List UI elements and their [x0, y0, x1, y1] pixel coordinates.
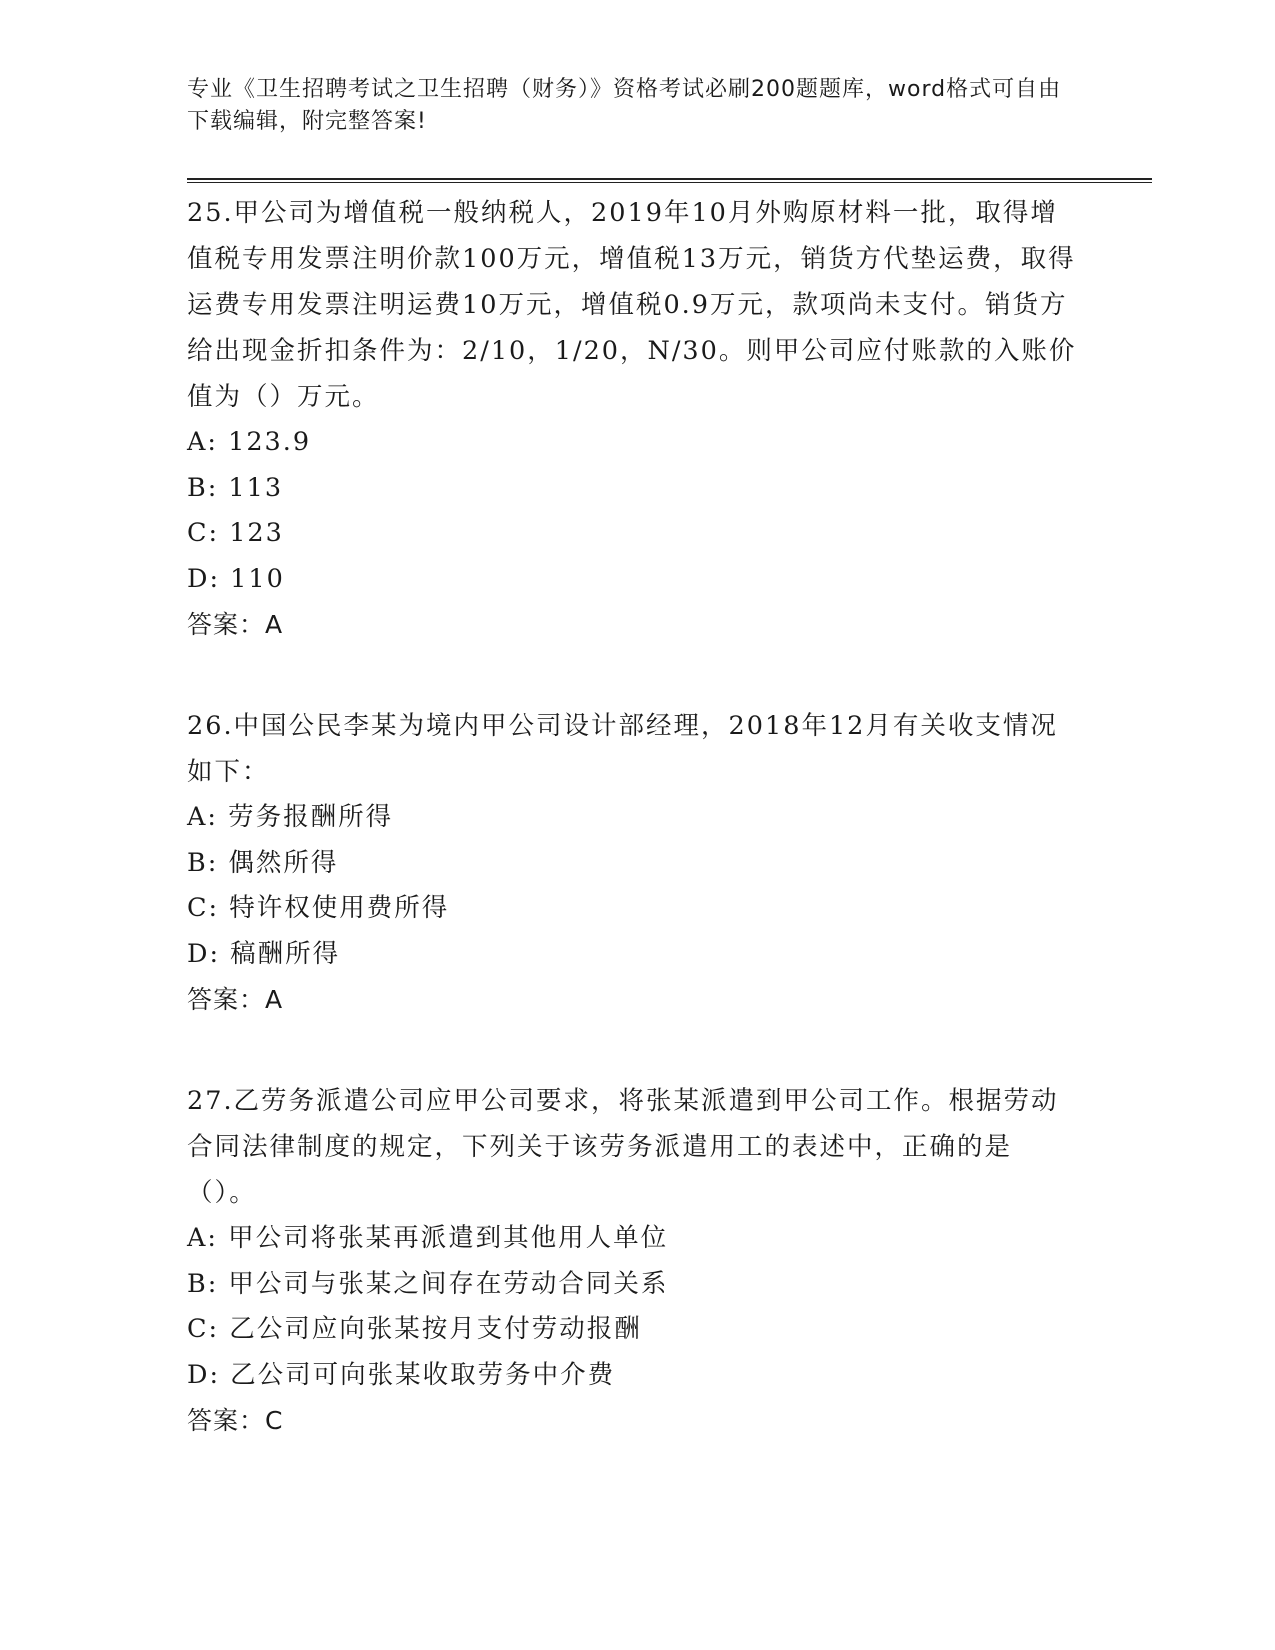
question-list [187, 190, 1077, 1499]
option-b: B: 甲公司与张某之间存在劳动合同关系 [187, 1268, 669, 1299]
option-c: C: 乙公司应向张某按月支付劳动报酬 [187, 1314, 642, 1344]
option-d: D: 稿酬所得 [187, 938, 341, 969]
question-stem: 25.甲公司为增值税一般纳税人，2019年10月外购原材料一批，取得增值税专用发票注明价款100万元，增值税13万元，销货方代垫运费，取得运费专用发票注明运费10万元，增值税0.9万元，款项尚未支付。销货方给出现金折扣条件为：2/10，1/20，N/30。则甲公司应付账款的入账价值为（）万元。 [187, 198, 1077, 412]
answer-label: 答案：A [187, 985, 284, 1014]
document-header: 专业《卫生招聘考试之卫生招聘（财务）》资格考试必刷200题题库，word格式可自由下载编辑，附完整答案! [187, 77, 1062, 134]
answer-label: 答案：C [187, 1406, 284, 1435]
option-a: A: 甲公司将张某再派遣到其他用人单位 [187, 1223, 669, 1253]
answer-label: 答案：A [187, 610, 284, 639]
option-c: C: 特许权使用费所得 [187, 893, 450, 923]
option-b: B: 偶然所得 [187, 847, 339, 878]
option-d: D: 乙公司可向张某收取劳务中介费 [187, 1359, 616, 1390]
option-b: B: 113 [187, 472, 284, 503]
option-a: A: 123.9 [187, 427, 312, 457]
question-25 [187, 190, 1077, 648]
question-26 [187, 703, 1077, 1023]
option-c: C: 123 [187, 518, 284, 548]
option-a: A: 劳务报酬所得 [187, 802, 394, 832]
question-stem: 27.乙劳务派遣公司应甲公司要求，将张某派遣到甲公司工作。根据劳动合同法律制度的规定，下列关于该劳务派遣用工的表述中，正确的是（）。 [187, 1086, 1059, 1208]
header-divider [187, 178, 1152, 183]
option-d: D: 110 [187, 563, 285, 594]
question-stem: 26.中国公民李某为境内甲公司设计部经理，2018年12月有关收支情况如下： [187, 711, 1058, 787]
question-27 [187, 1078, 1077, 1444]
